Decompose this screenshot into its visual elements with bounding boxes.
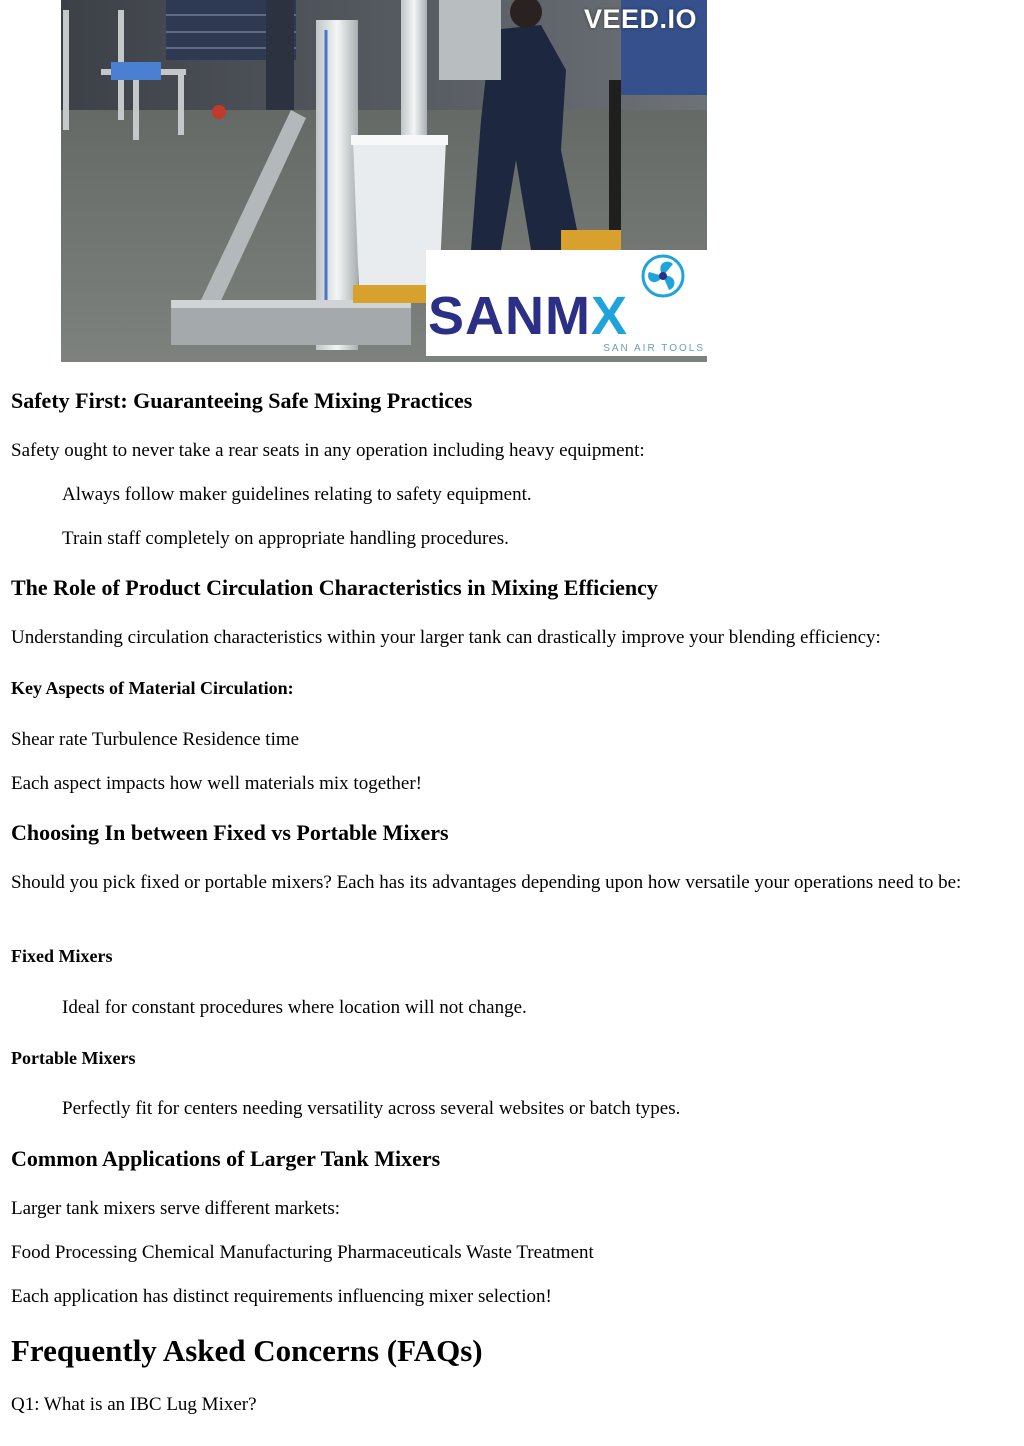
logo-wordmark xyxy=(428,286,628,346)
portable-mixers-heading: Portable Mixers xyxy=(11,1048,136,1068)
safety-intro: Safety ought to never take a rear seats in any operation including heavy equipment: xyxy=(11,440,645,461)
circulation-aspects: Shear rate Turbulence Residence time xyxy=(11,729,300,750)
portable-mixers-text: Perfectly fit for centers needing versatility across several websites or batch types. xyxy=(62,1098,681,1119)
applications-list: Food Processing Chemical Manufacturing Pharmaceuticals Waste Treatment xyxy=(11,1242,594,1263)
circulation-subheading: Key Aspects of Material Circulation: xyxy=(11,678,294,698)
choosing-intro: Should you pick fixed or portable mixers? Each has its advantages depending upon how versatile your operations need to be: xyxy=(11,872,962,893)
hero-image xyxy=(61,0,707,362)
safety-item: Always follow maker guidelines relating to safety equipment. xyxy=(62,484,532,505)
circulation-intro: Understanding circulation characteristics within your larger tank can drastically improve your blending efficiency: xyxy=(11,627,881,648)
fan-icon xyxy=(633,252,693,300)
choosing-heading: Choosing In between Fixed vs Portable Mixers xyxy=(11,820,449,845)
logo-wordmark-part1: SANM xyxy=(428,286,591,346)
applications-outro: Each application has distinct requirements influencing mixer selection! xyxy=(11,1286,552,1307)
fixed-mixers-text: Ideal for constant procedures where location will not change. xyxy=(62,997,527,1018)
logo-tagline: SAN AIR TOOLS xyxy=(603,343,705,354)
applications-heading: Common Applications of Larger Tank Mixers xyxy=(11,1146,441,1171)
safety-heading: Safety First: Guaranteeing Safe Mixing Practices xyxy=(11,388,473,413)
sanmix-logo xyxy=(426,250,707,356)
logo-wordmark-part2: X xyxy=(591,286,629,346)
circulation-heading: The Role of Product Circulation Characteristics in Mixing Efficiency xyxy=(11,575,658,600)
safety-item: Train staff completely on appropriate handling procedures. xyxy=(62,528,509,549)
circulation-outro: Each aspect impacts how well materials mix together! xyxy=(11,773,422,794)
faq-question: Q1: What is an IBC Lug Mixer? xyxy=(11,1394,257,1415)
applications-intro: Larger tank mixers serve different markets: xyxy=(11,1198,341,1219)
veed-watermark: VEED.IO xyxy=(583,4,697,34)
fixed-mixers-heading: Fixed Mixers xyxy=(11,946,113,966)
faq-heading: Frequently Asked Concerns (FAQs) xyxy=(11,1333,483,1368)
